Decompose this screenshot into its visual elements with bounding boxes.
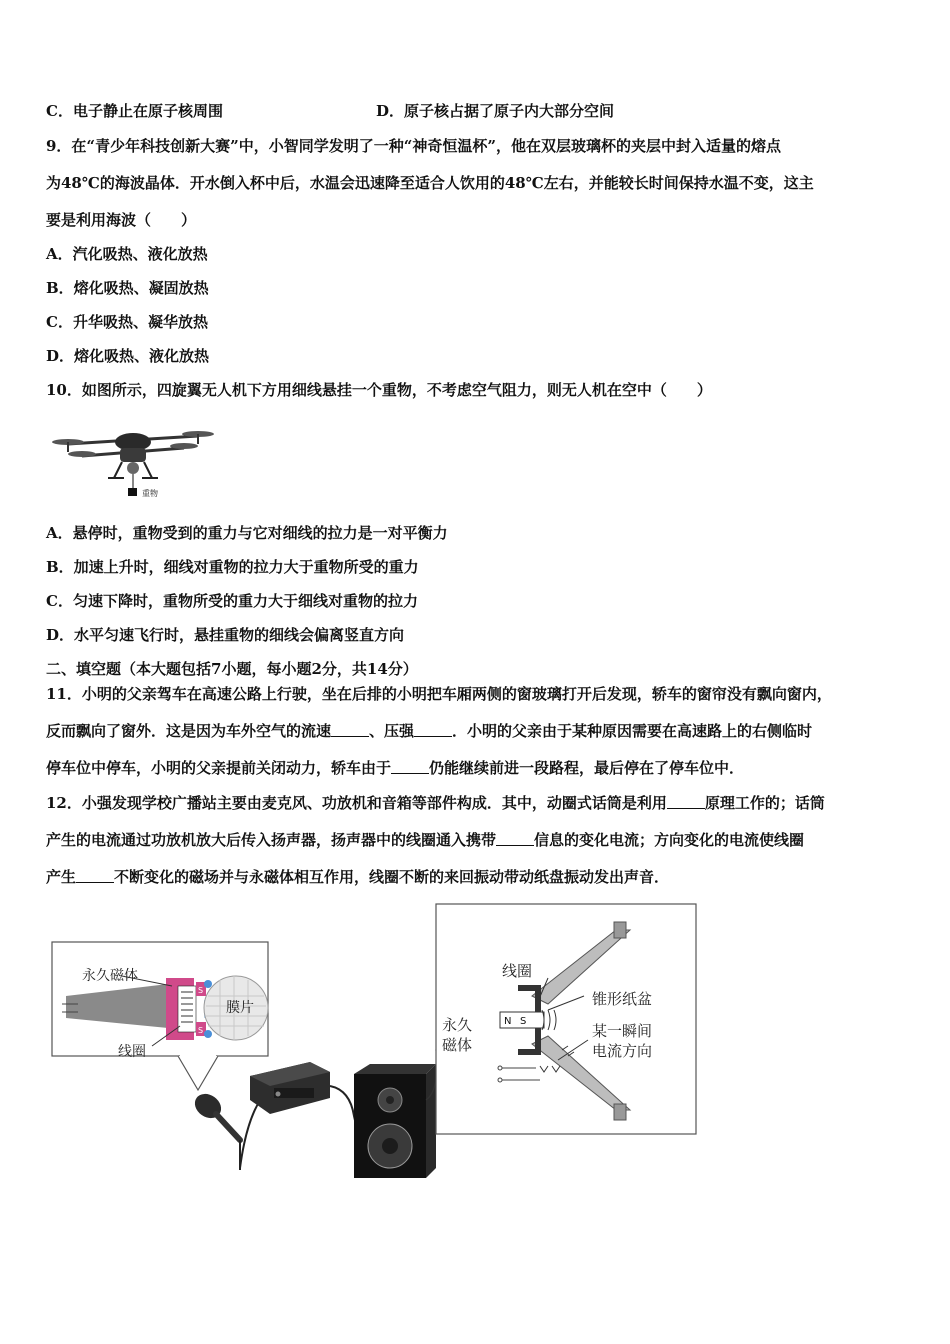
- q12-line3: [46, 867, 669, 887]
- q9-stem-line2: 为48℃的海波晶体．开水倒入杯中后，水温会迅速降至适合人饮用的48℃左右，并能较长时间保持水温不变，这主: [46, 174, 814, 192]
- q10-option-c: C．匀速下降时，重物所受的重力大于细线对重物的拉力: [46, 592, 418, 610]
- q9-option-c: C．升华吸热、凝华放热: [46, 313, 208, 331]
- q12-line2: [46, 830, 804, 850]
- broadcast-figure: [48, 900, 700, 1185]
- q12-blank-2[interactable]: [496, 831, 534, 846]
- speaker-magnet-label-1: 永久: [442, 1016, 473, 1034]
- q11-line3-a: 停车位中停车，小明的父亲提前关闭动力，轿车由于: [46, 759, 392, 777]
- mic-detail-box: [52, 942, 268, 1060]
- q12-blank-1[interactable]: [667, 794, 705, 809]
- speaker-coil-label: 线圈: [502, 962, 533, 980]
- q12-line1-a: 12．小强发现学校广播站主要由麦克风、功放机和音箱等部件构成．其中，动圈式话筒是利用: [46, 794, 667, 812]
- drone-weight-label: 重物: [142, 489, 158, 498]
- q9-stem-line1: 9．在“青少年科技创新大赛”中，小智同学发明了一种“神奇恒温杯”，他在双层玻璃杯的夹层中封入适量的熔点: [46, 137, 781, 155]
- q12-line1-b: 原理工作的；话筒: [704, 794, 825, 812]
- q12-line2-b: 信息的变化电流；方向变化的电流使线圈: [534, 831, 805, 849]
- section2-heading: 二、填空题（本大题包括7小题，每小题2分，共14分）: [46, 660, 418, 678]
- q11-line3: [46, 758, 744, 778]
- q10-option-b: B．加速上升时，细线对重物的拉力大于重物所受的重力: [46, 558, 419, 576]
- mic-pole-s-top: S: [198, 986, 204, 995]
- speaker-detail-box: [436, 904, 696, 1134]
- q12-line3-a: 产生: [46, 868, 77, 886]
- speaker-current-label-1: 某一瞬间: [592, 1022, 653, 1040]
- q11-line2-b: 、压强: [369, 722, 415, 740]
- q11-blank-1[interactable]: [331, 722, 369, 737]
- q12-line1: [46, 793, 825, 813]
- mic-diaphragm-label: 膜片: [226, 1000, 254, 1016]
- q11-line2-a: 反而飘向了窗外．这是因为车外空气的流速: [46, 722, 332, 740]
- q9-option-b: B．熔化吸热、凝固放热: [46, 279, 209, 297]
- q11-line2-c: ．小明的父亲由于某种原因需要在高速路上的右侧临时: [452, 722, 813, 740]
- q9-option-d: D．熔化吸热、液化放热: [46, 347, 210, 365]
- q10-stem: 10．如图所示，四旋翼无人机下方用细线悬挂一个重物，不考虑空气阻力，则无人机在空中（ ）: [46, 381, 712, 399]
- q9-option-a: A．汽化吸热、液化放热: [46, 245, 208, 263]
- speaker-cabinet: [354, 1020, 440, 1178]
- q8-option-c: C．电子静止在原子核周围: [46, 102, 223, 120]
- q11-blank-2[interactable]: [414, 722, 452, 737]
- q8-option-d: D．原子核占据了原子内大部分空间: [376, 102, 615, 120]
- speaker-cone-label: 锥形纸盆: [592, 990, 653, 1008]
- mic-coil-label: 线圈: [118, 1044, 146, 1060]
- drone-figure: [48, 412, 218, 504]
- amplifier: [250, 1062, 366, 1136]
- q11-line3-b: 仍能继续前进一段路程，最后停在了停车位中．: [429, 759, 745, 777]
- q10-option-a: A．悬停时，重物受到的重力与它对细线的拉力是一对平衡力: [46, 524, 448, 542]
- speaker-current-label-2: 电流方向: [592, 1042, 653, 1060]
- speaker-pole-s: S: [520, 1016, 527, 1027]
- q12-line2-a: 产生的电流通过功放机放大后传入扬声器，扬声器中的线圈通入携带: [46, 831, 497, 849]
- q11-line2: [46, 721, 812, 741]
- speaker-magnet-label-2: 磁体: [442, 1036, 473, 1054]
- mic-pole-s-bottom: S: [198, 1026, 204, 1035]
- q12-line3-b: 不断变化的磁场并与永磁体相互作用，线圈不断的来回振动带动纸盘振动发出声音．: [114, 868, 670, 886]
- speaker-pole-n: N: [504, 1016, 512, 1027]
- q12-blank-3[interactable]: [76, 868, 114, 883]
- q10-option-d: D．水平匀速飞行时，悬挂重物的细线会偏离竖直方向: [46, 626, 405, 644]
- mic-magnet-label: 永久磁体: [82, 968, 138, 984]
- q11-line1: 11．小明的父亲驾车在高速公路上行驶，坐在后排的小明把车厢两侧的窗玻璃打开后发现，轿车的窗帘没有飘向窗内，: [46, 685, 832, 703]
- q11-blank-3[interactable]: [391, 759, 429, 774]
- q9-stem-line3: 要是利用海波（ ）: [46, 211, 197, 229]
